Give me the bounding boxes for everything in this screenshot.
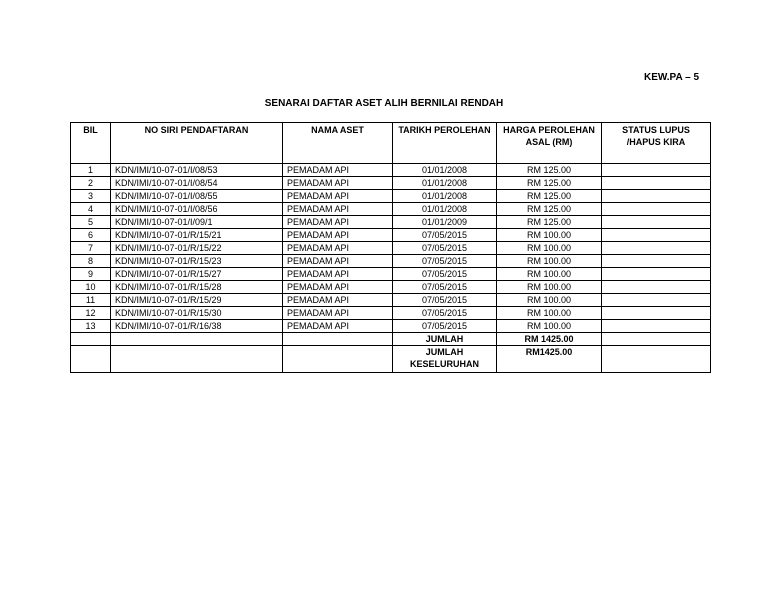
cell-tarikh: 07/05/2015 <box>393 320 497 333</box>
cell-nama-aset: PEMADAM API <box>283 242 393 255</box>
table-row <box>71 242 711 255</box>
cell-status <box>602 294 711 307</box>
total-value: RM 1425.00 <box>497 333 602 346</box>
cell-harga: RM 100.00 <box>497 294 602 307</box>
cell-no-siri: KDN/IMI/10-07-01/R/15/23 <box>111 255 283 268</box>
grand-total-value: RM1425.00 <box>497 346 602 373</box>
cell-nama-aset: PEMADAM API <box>283 307 393 320</box>
cell-no-siri: KDN/IMI/10-07-01/I/08/54 <box>111 177 283 190</box>
cell-status <box>602 203 711 216</box>
empty-cell <box>602 333 711 346</box>
cell-status <box>602 229 711 242</box>
column-header-no-siri: NO SIRI PENDAFTARAN <box>111 123 283 164</box>
table-row <box>71 203 711 216</box>
cell-bil: 5 <box>71 216 111 229</box>
cell-harga: RM 100.00 <box>497 307 602 320</box>
cell-nama-aset: PEMADAM API <box>283 229 393 242</box>
cell-harga: RM 125.00 <box>497 203 602 216</box>
cell-harga: RM 100.00 <box>497 242 602 255</box>
empty-cell <box>111 333 283 346</box>
cell-bil: 2 <box>71 177 111 190</box>
cell-bil: 8 <box>71 255 111 268</box>
cell-tarikh: 01/01/2008 <box>393 190 497 203</box>
table-row <box>71 216 711 229</box>
cell-status <box>602 164 711 177</box>
cell-tarikh: 07/05/2015 <box>393 281 497 294</box>
table-row <box>71 164 711 177</box>
cell-no-siri: KDN/IMI/10-07-01/R/16/38 <box>111 320 283 333</box>
table-row <box>71 307 711 320</box>
cell-status <box>602 268 711 281</box>
cell-harga: RM 125.00 <box>497 216 602 229</box>
cell-bil: 13 <box>71 320 111 333</box>
asset-register-table <box>70 122 711 373</box>
table-row <box>71 255 711 268</box>
cell-nama-aset: PEMADAM API <box>283 164 393 177</box>
cell-tarikh: 01/01/2008 <box>393 203 497 216</box>
cell-no-siri: KDN/IMI/10-07-01/R/15/29 <box>111 294 283 307</box>
cell-nama-aset: PEMADAM API <box>283 190 393 203</box>
cell-bil: 12 <box>71 307 111 320</box>
column-header-nama-aset: NAMA ASET <box>283 123 393 164</box>
cell-no-siri: KDN/IMI/10-07-01/I/08/55 <box>111 190 283 203</box>
cell-no-siri: KDN/IMI/10-07-01/I/08/53 <box>111 164 283 177</box>
cell-harga: RM 125.00 <box>497 177 602 190</box>
total-label: JUMLAH <box>393 333 497 346</box>
cell-tarikh: 07/05/2015 <box>393 229 497 242</box>
cell-status <box>602 216 711 229</box>
table-row <box>71 320 711 333</box>
cell-status <box>602 281 711 294</box>
cell-status <box>602 190 711 203</box>
form-code: KEW.PA – 5 <box>643 72 699 83</box>
document-title: SENARAI DAFTAR ASET ALIH BERNILAI RENDAH <box>264 98 504 109</box>
grand-total-label: JUMLAH KESELURUHAN <box>393 346 497 373</box>
empty-cell <box>111 346 283 373</box>
total-row <box>71 333 711 346</box>
cell-nama-aset: PEMADAM API <box>283 294 393 307</box>
column-header-harga: HARGA PEROLEHAN ASAL (RM) <box>497 123 602 164</box>
cell-nama-aset: PEMADAM API <box>283 281 393 294</box>
cell-no-siri: KDN/IMI/10-07-01/I/08/56 <box>111 203 283 216</box>
cell-nama-aset: PEMADAM API <box>283 177 393 190</box>
cell-no-siri: KDN/IMI/10-07-01/R/15/30 <box>111 307 283 320</box>
table-row <box>71 268 711 281</box>
cell-bil: 11 <box>71 294 111 307</box>
cell-no-siri: KDN/IMI/10-07-01/R/15/21 <box>111 229 283 242</box>
cell-harga: RM 125.00 <box>497 164 602 177</box>
cell-harga: RM 100.00 <box>497 320 602 333</box>
cell-no-siri: KDN/IMI/10-07-01/R/15/28 <box>111 281 283 294</box>
table-row <box>71 177 711 190</box>
table-row <box>71 294 711 307</box>
cell-tarikh: 07/05/2015 <box>393 307 497 320</box>
cell-nama-aset: PEMADAM API <box>283 268 393 281</box>
cell-status <box>602 242 711 255</box>
table-row <box>71 281 711 294</box>
cell-bil: 3 <box>71 190 111 203</box>
cell-bil: 10 <box>71 281 111 294</box>
column-header-bil: BIL <box>71 123 111 164</box>
cell-harga: RM 125.00 <box>497 190 602 203</box>
cell-no-siri: KDN/IMI/10-07-01/I/09/1 <box>111 216 283 229</box>
cell-no-siri: KDN/IMI/10-07-01/R/15/22 <box>111 242 283 255</box>
table-row <box>71 229 711 242</box>
cell-status <box>602 177 711 190</box>
empty-cell <box>71 346 111 373</box>
empty-cell <box>283 333 393 346</box>
cell-tarikh: 01/01/2009 <box>393 216 497 229</box>
cell-tarikh: 07/05/2015 <box>393 242 497 255</box>
cell-status <box>602 307 711 320</box>
cell-tarikh: 01/01/2008 <box>393 164 497 177</box>
empty-cell <box>71 333 111 346</box>
cell-nama-aset: PEMADAM API <box>283 216 393 229</box>
cell-bil: 9 <box>71 268 111 281</box>
cell-bil: 6 <box>71 229 111 242</box>
cell-no-siri: KDN/IMI/10-07-01/R/15/27 <box>111 268 283 281</box>
empty-cell <box>602 346 711 373</box>
cell-nama-aset: PEMADAM API <box>283 255 393 268</box>
cell-bil: 7 <box>71 242 111 255</box>
column-header-tarikh: TARIKH PEROLEHAN <box>393 123 497 164</box>
grand-total-row <box>71 346 711 373</box>
cell-harga: RM 100.00 <box>497 255 602 268</box>
empty-cell <box>283 346 393 373</box>
cell-harga: RM 100.00 <box>497 268 602 281</box>
cell-bil: 4 <box>71 203 111 216</box>
cell-tarikh: 07/05/2015 <box>393 255 497 268</box>
cell-nama-aset: PEMADAM API <box>283 320 393 333</box>
table-row <box>71 190 711 203</box>
cell-status <box>602 320 711 333</box>
cell-harga: RM 100.00 <box>497 229 602 242</box>
cell-status <box>602 255 711 268</box>
cell-nama-aset: PEMADAM API <box>283 203 393 216</box>
cell-harga: RM 100.00 <box>497 281 602 294</box>
cell-tarikh: 07/05/2015 <box>393 294 497 307</box>
table-header-row <box>71 123 711 164</box>
cell-bil: 1 <box>71 164 111 177</box>
column-header-status: STATUS LUPUS /HAPUS KIRA <box>602 123 711 164</box>
cell-tarikh: 01/01/2008 <box>393 177 497 190</box>
cell-tarikh: 07/05/2015 <box>393 268 497 281</box>
